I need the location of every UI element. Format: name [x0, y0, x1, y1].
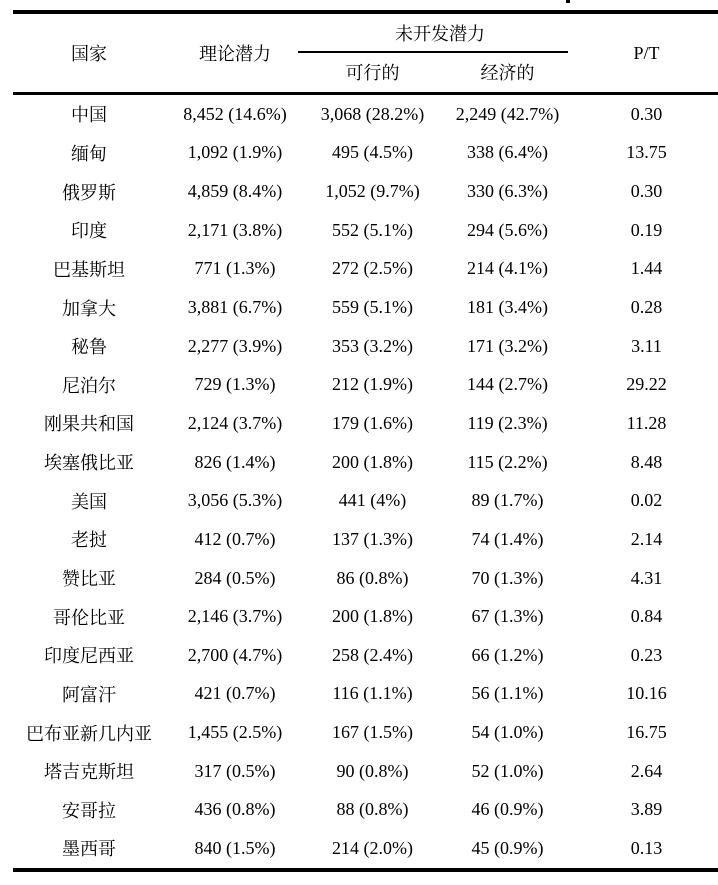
cell-country: 老挝 — [71, 530, 107, 551]
table-row — [13, 675, 718, 714]
table-row — [13, 791, 718, 830]
cell-country: 尼泊尔 — [62, 375, 116, 396]
cell-theoretical: 421 (0.7%) — [194, 683, 276, 704]
cell-feasible: 1,052 (9.7%) — [325, 181, 420, 202]
cell-pt: 2.64 — [630, 760, 663, 781]
cell-theoretical: 826 (1.4%) — [194, 451, 276, 472]
cell-feasible: 88 (0.8%) — [336, 799, 409, 820]
cell-pt: 2.14 — [630, 528, 663, 549]
cell-country: 缅甸 — [71, 143, 107, 164]
table-row — [13, 713, 718, 752]
cell-feasible: 441 (4%) — [338, 490, 407, 511]
cell-pt: 0.30 — [630, 181, 663, 202]
cell-theoretical: 1,455 (2.5%) — [187, 722, 283, 743]
cell-feasible: 137 (1.3%) — [332, 528, 413, 549]
cell-theoretical: 317 (0.5%) — [194, 760, 276, 781]
cell-economic: 115 (2.2%) — [467, 451, 548, 472]
cell-feasible: 214 (2.0%) — [332, 837, 413, 858]
cell-pt: 13.75 — [626, 142, 667, 163]
cell-feasible: 116 (1.1%) — [332, 683, 413, 704]
cell-pt: 8.48 — [630, 451, 663, 472]
cell-country: 印度 — [71, 221, 107, 242]
cell-economic: 181 (3.4%) — [467, 297, 548, 318]
cell-country: 阿富汗 — [62, 684, 116, 705]
table-row — [13, 250, 718, 289]
cell-theoretical: 2,277 (3.9%) — [187, 335, 283, 356]
cell-theoretical: 2,700 (4.7%) — [187, 644, 283, 665]
table-row — [13, 172, 718, 211]
cell-economic: 214 (4.1%) — [467, 258, 548, 279]
cell-feasible: 552 (5.1%) — [332, 219, 413, 240]
cell-economic: 70 (1.3%) — [471, 567, 544, 588]
cell-theoretical: 284 (0.5%) — [194, 567, 276, 588]
cell-feasible: 167 (1.5%) — [332, 722, 413, 743]
cell-economic: 144 (2.7%) — [467, 374, 548, 395]
cell-theoretical: 4,859 (8.4%) — [187, 181, 283, 202]
cell-theoretical: 729 (1.3%) — [194, 374, 276, 395]
cell-economic: 67 (1.3%) — [471, 606, 544, 627]
cell-feasible: 212 (1.9%) — [332, 374, 413, 395]
cell-country: 印度尼西亚 — [44, 646, 134, 667]
cell-theoretical: 436 (0.8%) — [194, 799, 276, 820]
cell-country: 埃塞俄比亚 — [44, 453, 134, 474]
cell-pt: 1.44 — [630, 258, 663, 279]
cell-pt: 16.75 — [626, 722, 667, 743]
cell-country: 塔吉克斯坦 — [44, 762, 134, 783]
cell-theoretical: 3,881 (6.7%) — [187, 297, 283, 318]
cell-theoretical: 8,452 (14.6%) — [165, 94, 305, 134]
cell-feasible: 3,068 (28.2%) — [305, 94, 440, 134]
cell-pt: 3.89 — [630, 799, 663, 820]
cell-economic: 89 (1.7%) — [471, 490, 544, 511]
cell-economic: 74 (1.4%) — [471, 528, 544, 549]
table-row — [13, 481, 718, 520]
cell-feasible: 495 (4.5%) — [332, 142, 413, 163]
table-row — [13, 597, 718, 636]
column-header-feasible: 可行的 — [345, 63, 400, 83]
cell-theoretical: 2,146 (3.7%) — [187, 606, 283, 627]
cell-country: 哥伦比亚 — [53, 607, 125, 628]
cell-pt: 10.16 — [626, 683, 667, 704]
cell-country: 秘鲁 — [71, 337, 107, 358]
cell-feasible: 86 (0.8%) — [336, 567, 409, 588]
cell-theoretical: 3,056 (5.3%) — [187, 490, 283, 511]
cell-theoretical: 412 (0.7%) — [194, 528, 276, 549]
hydropower-potential-table — [13, 10, 718, 872]
table-row — [13, 211, 718, 250]
table-row — [13, 752, 718, 791]
cell-feasible: 179 (1.6%) — [332, 412, 413, 433]
table-row — [13, 520, 718, 559]
cell-economic: 52 (1.0%) — [471, 760, 544, 781]
cell-pt: 3.11 — [631, 335, 662, 356]
cell-economic: 56 (1.1%) — [471, 683, 544, 704]
cell-country: 安哥拉 — [62, 800, 116, 821]
cell-pt: 0.19 — [630, 219, 663, 240]
cropped-caption-fragment — [566, 0, 570, 3]
cell-economic: 46 (0.9%) — [471, 799, 544, 820]
cell-theoretical: 1,092 (1.9%) — [187, 142, 283, 163]
cell-feasible: 200 (1.8%) — [332, 606, 413, 627]
cell-country: 加拿大 — [62, 298, 116, 319]
cell-country: 刚果共和国 — [44, 414, 134, 435]
cell-theoretical: 771 (1.3%) — [194, 258, 276, 279]
cell-feasible: 200 (1.8%) — [332, 451, 413, 472]
cell-country: 巴布亚新几内亚 — [26, 723, 152, 744]
cell-country: 赞比亚 — [62, 569, 116, 589]
cell-economic: 119 (2.3%) — [467, 412, 548, 433]
cell-pt: 0.84 — [630, 606, 663, 627]
column-header-theoretical: 理论潜力 — [199, 44, 271, 64]
table-row — [13, 134, 718, 173]
cell-economic: 66 (1.2%) — [471, 644, 544, 665]
cell-economic: 330 (6.3%) — [467, 181, 548, 202]
table-row — [13, 404, 718, 443]
cell-economic: 54 (1.0%) — [471, 722, 544, 743]
cell-economic: 45 (0.9%) — [471, 837, 544, 858]
cell-theoretical: 840 (1.5%) — [194, 837, 276, 858]
cell-country: 俄罗斯 — [62, 182, 116, 203]
cell-pt: 4.31 — [630, 567, 663, 588]
cell-pt: 0.02 — [630, 490, 663, 511]
cell-feasible: 272 (2.5%) — [332, 258, 413, 279]
cell-country: 巴基斯坦 — [53, 259, 125, 280]
column-header-undeveloped-group: 未开发潜力 — [395, 24, 485, 44]
table-row — [13, 443, 718, 482]
cell-economic: 2,249 (42.7%) — [440, 94, 575, 134]
header-group-row — [13, 12, 718, 52]
cell-pt: 29.22 — [626, 374, 667, 395]
table-row — [13, 559, 718, 598]
cell-country: 中国 — [13, 94, 165, 134]
table-row — [13, 327, 718, 366]
cell-country: 美国 — [71, 491, 107, 512]
table-row — [13, 829, 718, 870]
column-header-economic: 经济的 — [480, 63, 535, 83]
cell-economic: 338 (6.4%) — [467, 142, 548, 163]
cell-feasible: 258 (2.4%) — [332, 644, 413, 665]
column-header-pt: P/T — [633, 42, 660, 63]
table-row — [13, 94, 718, 134]
cell-feasible: 353 (3.2%) — [332, 335, 413, 356]
cell-pt: 0.28 — [630, 297, 663, 318]
table-row — [13, 288, 718, 327]
cell-pt: 0.23 — [630, 644, 663, 665]
cell-feasible: 90 (0.8%) — [336, 760, 409, 781]
cell-pt: 0.30 — [575, 94, 718, 134]
column-header-country: 国家 — [71, 44, 107, 64]
cell-economic: 294 (5.6%) — [467, 219, 548, 240]
cell-theoretical: 2,124 (3.7%) — [187, 412, 283, 433]
table-body — [13, 94, 718, 870]
cell-country: 墨西哥 — [62, 839, 116, 860]
table-row — [13, 636, 718, 675]
table-header — [13, 12, 718, 94]
cell-feasible: 559 (5.1%) — [332, 297, 413, 318]
cell-theoretical: 2,171 (3.8%) — [187, 219, 283, 240]
table-row — [13, 365, 718, 404]
cell-pt: 11.28 — [626, 412, 667, 433]
cell-economic: 171 (3.2%) — [467, 335, 548, 356]
cell-pt: 0.13 — [630, 837, 663, 858]
